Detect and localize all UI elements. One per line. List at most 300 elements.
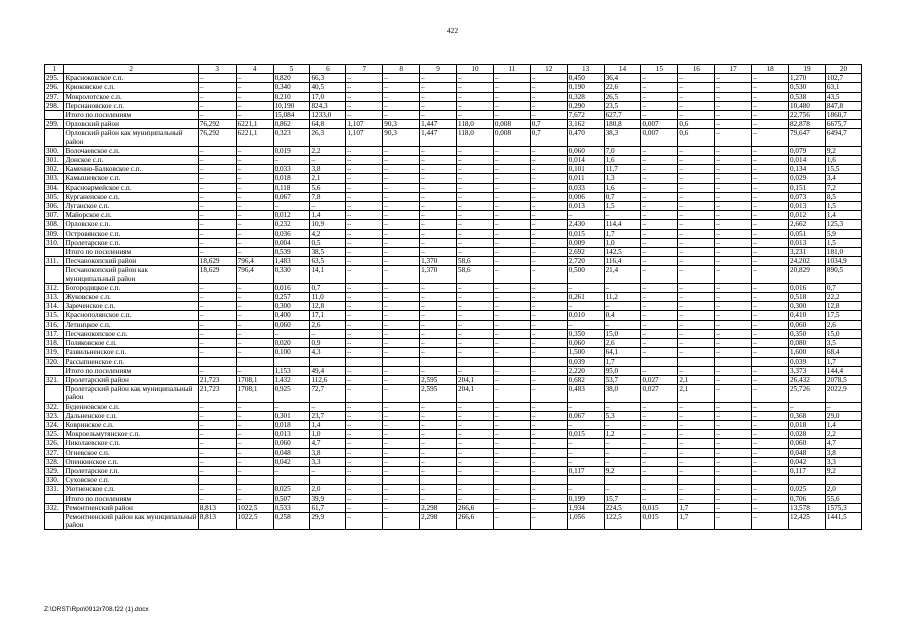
value-cell: – [273,202,310,211]
value-cell: – [198,366,236,375]
value-cell: – [493,83,530,92]
value-cell: – [678,457,715,466]
value-cell: – [604,448,641,457]
value-cell: – [236,146,273,155]
value-cell: 118,0 [457,129,494,146]
value-cell: – [493,366,530,375]
value-cell: – [678,302,715,311]
value-cell: – [383,202,420,211]
value-cell: – [383,385,420,402]
value-cell: – [346,257,383,266]
value-cell: – [493,266,530,283]
value-cell: – [198,238,236,247]
value-cell: – [493,457,530,466]
value-cell: – [678,466,715,475]
value-cell [604,476,641,485]
value-cell: 6675,7 [825,120,861,129]
value-cell: – [346,229,383,238]
row-index-cell [45,494,64,503]
value-cell: – [383,420,420,429]
value-cell: – [678,420,715,429]
value-cell: – [641,411,678,420]
value-cell: – [752,248,789,257]
row-index-cell: 304. [45,183,64,192]
value-cell: 4,3 [310,348,346,357]
value-cell: 1,447 [420,129,457,146]
value-cell: 4,7 [825,439,861,448]
value-cell: – [567,420,604,429]
value-cell: – [457,83,494,92]
value-cell: 5,9 [825,229,861,238]
value-cell: – [198,83,236,92]
value-cell: – [383,320,420,329]
value-cell: – [457,211,494,220]
value-cell: 0,018 [273,174,310,183]
value-cell: 0,036 [273,229,310,238]
value-cell: – [383,329,420,338]
column-header: 19 [789,65,826,74]
value-cell: – [715,329,752,338]
value-cell: – [457,466,494,475]
value-cell: – [420,485,457,494]
value-cell: – [530,165,567,174]
value-cell: – [236,348,273,357]
value-cell: 63,1 [825,83,861,92]
value-cell: 0,257 [273,293,310,302]
value-cell: 0,048 [789,448,826,457]
row-index-cell: 298. [45,101,64,110]
value-cell: 29,9 [310,512,346,529]
value-cell: 5,3 [604,411,641,420]
value-cell: 0,470 [567,129,604,146]
value-cell: 6221,1 [236,129,273,146]
value-cell: 1,6 [604,156,641,165]
table-row [45,211,862,220]
value-cell: – [752,146,789,155]
value-cell: 0,029 [789,174,826,183]
value-cell: 0,013 [789,238,826,247]
value-cell: – [678,156,715,165]
value-cell: 114,4 [604,220,641,229]
value-cell: 90,3 [383,120,420,129]
value-cell: 2,0 [310,485,346,494]
row-index-cell: 316. [45,320,64,329]
value-cell: 26,3 [310,129,346,146]
value-cell: – [236,165,273,174]
value-cell: – [604,283,641,292]
value-cell: – [493,329,530,338]
value-cell: – [198,192,236,201]
value-cell: – [678,439,715,448]
value-cell: – [198,202,236,211]
value-cell: – [493,348,530,357]
value-cell: – [678,192,715,201]
value-cell [236,476,273,485]
row-index-cell: 320. [45,357,64,366]
value-cell: – [752,402,789,411]
value-cell: – [752,348,789,357]
value-cell: – [236,92,273,101]
value-cell: – [420,448,457,457]
value-cell: – [715,512,752,529]
value-cell: 180,8 [604,120,641,129]
value-cell: – [420,366,457,375]
value-cell: 0,015 [567,229,604,238]
value-cell: – [752,120,789,129]
territory-name-cell: Пролетарское с.п. [64,238,198,247]
value-cell: 0,7 [310,283,346,292]
value-cell: 23,5 [604,101,641,110]
value-cell: 0,020 [273,339,310,348]
value-cell: – [420,192,457,201]
value-cell: – [752,439,789,448]
value-cell: 15,7 [604,494,641,503]
value-cell: 0,051 [789,229,826,238]
value-cell: – [493,439,530,448]
territory-name-cell: Огневское с.п. [64,448,198,457]
value-cell: 0,7 [530,120,567,129]
value-cell: – [383,266,420,283]
value-cell: – [530,293,567,302]
value-cell: – [420,183,457,192]
value-cell: – [346,448,383,457]
value-cell: – [310,329,346,338]
value-cell: – [236,402,273,411]
value-cell: – [493,494,530,503]
value-cell: – [530,92,567,101]
value-cell: – [789,402,826,411]
page-number: 422 [446,26,459,35]
value-cell: 0,340 [273,83,310,92]
value-cell: 0,015 [641,503,678,512]
value-cell: – [567,485,604,494]
value-cell: 0,080 [789,339,826,348]
value-cell: 1,432 [273,375,310,384]
value-cell [346,476,383,485]
value-cell: 1708,1 [236,375,273,384]
value-cell: – [678,146,715,155]
value-cell: 1,4 [825,211,861,220]
value-cell: 2,430 [567,220,604,229]
value-cell: – [346,111,383,120]
table-row [45,192,862,201]
value-cell: 0,5 [310,238,346,247]
value-cell: – [715,320,752,329]
column-header: 20 [825,65,861,74]
value-cell: 3,231 [789,248,826,257]
column-number-row [45,65,862,74]
value-cell: 0,500 [567,266,604,283]
value-cell: 0,350 [567,329,604,338]
value-cell: 68,4 [825,348,861,357]
row-index-cell: 324. [45,420,64,429]
territory-name-cell: Пролетарский район [64,375,198,384]
row-index-cell: 323. [45,411,64,420]
value-cell: – [715,448,752,457]
territory-name-cell: Майорское с.п. [64,211,198,220]
value-cell: 15,0 [825,329,861,338]
value-cell: – [715,183,752,192]
value-cell: – [678,111,715,120]
value-cell: – [198,174,236,183]
value-cell: – [530,420,567,429]
table-row [45,229,862,238]
value-cell: 0,042 [273,457,310,466]
value-cell: 1,600 [789,348,826,357]
value-cell: 102,7 [825,74,861,83]
value-cell: – [752,174,789,183]
value-cell: 36,4 [604,74,641,83]
value-cell: 1,270 [789,74,826,83]
value-cell: 796,4 [236,266,273,283]
value-cell: 2,595 [420,385,457,402]
value-cell [530,357,567,366]
value-cell: – [457,411,494,420]
table-row [45,366,862,375]
value-cell: – [236,174,273,183]
value-cell: – [420,83,457,92]
table-row [45,202,862,211]
value-cell: 1,4 [310,211,346,220]
value-cell: 12,8 [825,302,861,311]
value-cell: 0,018 [789,420,826,429]
value-cell: – [383,74,420,83]
value-cell: – [493,311,530,320]
value-cell: – [493,283,530,292]
value-cell [457,357,494,366]
value-cell: – [420,320,457,329]
value-cell: 0,010 [567,311,604,320]
territory-name-cell: Красноармейское с.п. [64,183,198,192]
value-cell: 12,8 [310,302,346,311]
value-cell: 1,934 [567,503,604,512]
value-cell: – [752,302,789,311]
value-cell: – [383,430,420,439]
value-cell: 0,301 [273,411,310,420]
value-cell: 22,756 [789,111,826,120]
value-cell: 3,3 [310,457,346,466]
value-cell: – [383,293,420,302]
value-cell: – [641,202,678,211]
value-cell: – [198,156,236,165]
row-index-cell: 314. [45,302,64,311]
value-cell: 0,013 [567,202,604,211]
value-cell: 1,153 [273,366,310,375]
column-header: 15 [641,65,678,74]
value-cell: – [752,375,789,384]
value-cell: 0,518 [789,293,826,302]
value-cell: – [457,248,494,257]
value-cell: 4,7 [310,439,346,448]
territory-name-cell: Песчанокопский район как муниципальный район [64,266,198,283]
value-cell: – [752,257,789,266]
value-cell: – [346,302,383,311]
value-cell: – [383,192,420,201]
value-cell: 10,9 [310,220,346,229]
value-cell: – [641,448,678,457]
value-cell: – [346,329,383,338]
territory-name-cell: Песчанокопское с.п. [64,329,198,338]
value-cell: – [530,485,567,494]
value-cell: 0,450 [567,74,604,83]
value-cell: 12,425 [789,512,826,529]
value-cell: – [530,266,567,283]
value-cell: – [346,512,383,529]
value-cell: – [715,411,752,420]
value-cell: 1,370 [420,257,457,266]
value-cell: – [198,74,236,83]
table-row [45,494,862,503]
table-row [45,174,862,183]
value-cell: 1,3 [604,174,641,183]
table-row [45,448,862,457]
value-cell: – [198,146,236,155]
table-row [45,266,862,283]
value-cell: – [383,439,420,448]
value-cell: – [752,503,789,512]
value-cell: – [383,156,420,165]
value-cell: – [752,366,789,375]
value-cell: – [457,494,494,503]
value-cell: – [383,448,420,457]
value-cell: – [715,311,752,320]
value-cell: 26,432 [789,375,826,384]
value-cell: – [236,485,273,494]
value-cell: – [715,101,752,110]
value-cell: 3,8 [310,448,346,457]
value-cell: – [420,293,457,302]
table-row [45,329,862,338]
table-row [45,503,862,512]
value-cell: – [457,320,494,329]
table-row [45,385,862,402]
value-cell: 23,7 [310,411,346,420]
value-cell: – [715,238,752,247]
territory-name-cell: Николаевское с.п. [64,439,198,448]
value-cell: – [236,238,273,247]
value-cell: – [383,411,420,420]
value-cell: – [198,420,236,429]
value-cell: 144,4 [825,366,861,375]
value-cell: – [493,320,530,329]
value-cell: 38,3 [604,129,641,146]
value-cell: – [715,375,752,384]
value-cell [789,476,826,485]
table-row [45,257,862,266]
value-cell: – [346,503,383,512]
value-cell: – [752,457,789,466]
territory-name-cell: Поляковское с.п. [64,339,198,348]
value-cell: 2,0 [825,485,861,494]
value-cell [752,357,789,366]
territory-name-cell: Песчанокопский район [64,257,198,266]
value-cell: – [641,430,678,439]
value-cell: 2078,5 [825,375,861,384]
row-index-cell [45,512,64,529]
value-cell: – [346,146,383,155]
value-cell: – [752,202,789,211]
value-cell: – [678,202,715,211]
value-cell: 26,5 [604,92,641,101]
value-cell: – [236,83,273,92]
table-row [45,420,862,429]
value-cell: 1708,1 [236,385,273,402]
value-cell: 112,6 [310,375,346,384]
value-cell: – [752,183,789,192]
value-cell: 2,298 [420,503,457,512]
territory-name-cell: Пролетарский район как муниципальный район [64,385,198,402]
value-cell: 61,7 [310,503,346,512]
value-cell: – [493,411,530,420]
territory-name-cell: Мокролотское с.п. [64,92,198,101]
column-header: 16 [678,65,715,74]
value-cell: – [715,430,752,439]
table-row [45,402,862,411]
value-cell: – [530,211,567,220]
value-cell: 0,483 [567,385,604,402]
value-cell: 21,723 [198,375,236,384]
row-index-cell: 300. [45,146,64,155]
value-cell: 7,672 [567,111,604,120]
value-cell: 21,723 [198,385,236,402]
value-cell [346,357,383,366]
value-cell: 0,820 [273,74,310,83]
value-cell: – [236,202,273,211]
value-cell: – [236,248,273,257]
value-cell: – [641,494,678,503]
value-cell: – [530,512,567,529]
value-cell: 39,9 [310,494,346,503]
value-cell: – [678,411,715,420]
row-index-cell: 309. [45,229,64,238]
value-cell: 13,578 [789,503,826,512]
row-index-cell: 311. [45,257,64,266]
value-cell: 1,5 [604,202,641,211]
row-index-cell: 317. [45,329,64,338]
row-index-cell: 318. [45,339,64,348]
value-cell: – [715,302,752,311]
value-cell: – [493,111,530,120]
value-cell: – [383,366,420,375]
value-cell: – [383,83,420,92]
value-cell: – [457,74,494,83]
value-cell: – [383,229,420,238]
value-cell: 0,067 [567,411,604,420]
value-cell: – [678,257,715,266]
value-cell: – [236,192,273,201]
value-cell: 0,008 [493,129,530,146]
value-cell: – [752,165,789,174]
table-row [45,283,862,292]
value-cell: 2,2 [825,430,861,439]
value-cell: 1,056 [567,512,604,529]
value-cell: – [604,402,641,411]
territory-name-cell: Волочаевское с.п. [64,146,198,155]
column-header: 1 [45,65,64,74]
value-cell: – [715,192,752,201]
value-cell: – [604,485,641,494]
value-cell: – [678,229,715,238]
value-cell: – [236,311,273,320]
value-cell: – [678,430,715,439]
territory-name-cell: Итого по поселениям [64,248,198,257]
value-cell: 0,015 [641,512,678,529]
value-cell [641,476,678,485]
value-cell: – [530,202,567,211]
value-cell: – [493,74,530,83]
row-index-cell: 331. [45,485,64,494]
value-cell: – [752,92,789,101]
